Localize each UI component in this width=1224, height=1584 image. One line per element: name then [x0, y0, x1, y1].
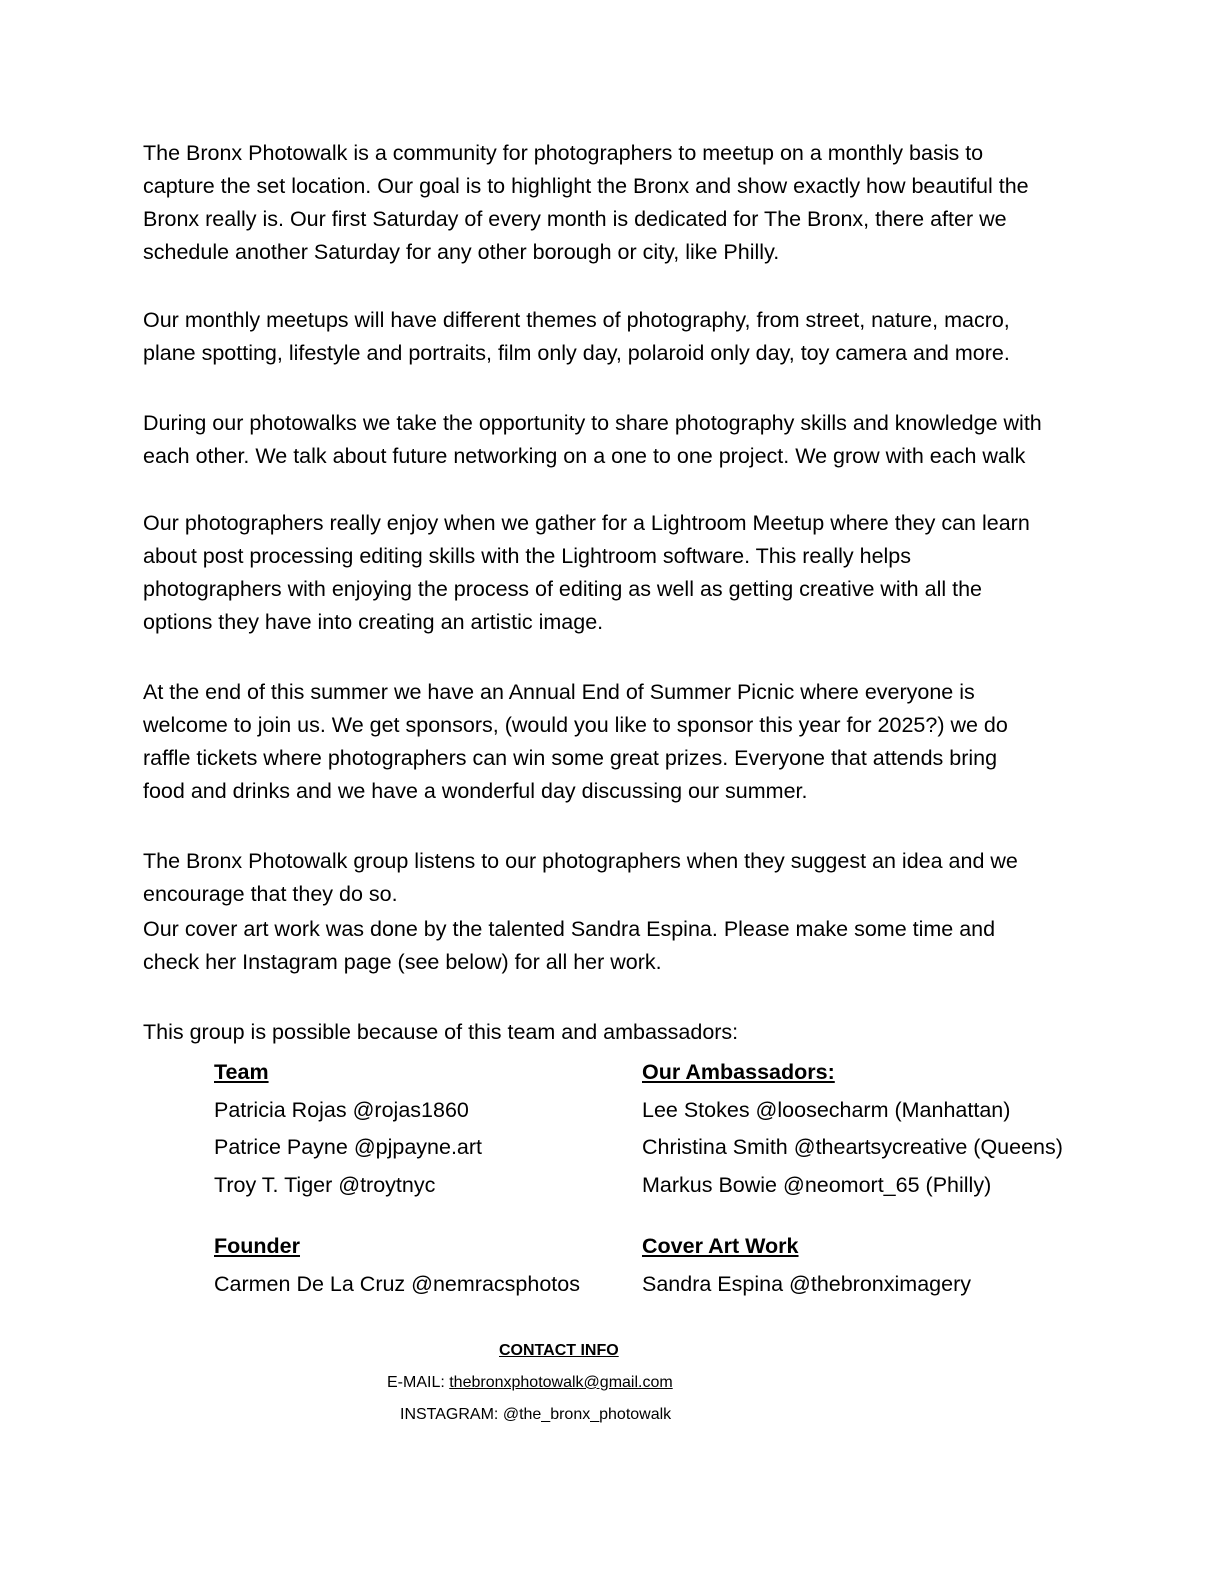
cover-art-paragraph — [143, 913, 995, 979]
team-heading: Team — [214, 1060, 269, 1084]
paragraph-line: check her Instagram page (see below) for all her work. — [143, 950, 662, 974]
team-member: Patricia Rojas @rojas1860 — [214, 1097, 469, 1122]
ambassadors-section — [642, 1060, 1063, 1197]
cover-art-heading: Cover Art Work — [642, 1234, 799, 1258]
paragraph-line: raffle tickets where photographers can win some great prizes. Everyone that attends bring — [143, 746, 998, 770]
paragraph-line: encourage that they do so. — [143, 882, 398, 906]
cover-art-member: Sandra Espina @thebronximagery — [642, 1271, 971, 1296]
paragraph-line: welcome to join us. We get sponsors, (would you like to sponsor this year for 2025?) we do — [143, 713, 1008, 737]
ambassador-member: Christina Smith @theartsycreative (Queens) — [642, 1135, 1063, 1159]
themes-paragraph — [143, 304, 1010, 370]
paragraph-line: Our monthly meetups will have different themes of photography, from street, nature, macro, — [143, 308, 1010, 332]
paragraph-line: At the end of this summer we have an Annual End of Summer Picnic where everyone is — [143, 680, 975, 704]
team-member: Patrice Payne @pjpayne.art — [214, 1135, 483, 1159]
paragraph-line: Bronx really is. Our first Saturday of every month is dedicated for The Bronx, there after we — [143, 207, 1007, 231]
paragraph-line: food and drinks and we have a wonderful day discussing our summer. — [143, 779, 808, 803]
team-member: Troy T. Tiger @troytnyc — [214, 1172, 436, 1197]
ambassador-member: Markus Bowie @neomort_65 (Philly) — [642, 1172, 992, 1197]
intro-paragraph — [143, 137, 1029, 269]
contact-instagram-line: INSTAGRAM: @the_bronx_photowalk — [400, 1406, 672, 1423]
listens-paragraph — [143, 845, 1018, 911]
paragraph-line: During our photowalks we take the opportunity to share photography skills and knowledge with — [143, 411, 1042, 435]
paragraph-line: plane spotting, lifestyle and portraits, film only day, polaroid only day, toy camera and more. — [143, 341, 1010, 365]
lightroom-paragraph — [143, 507, 1030, 639]
paragraph-line: The Bronx Photowalk is a community for photographers to meetup on a monthly basis to — [143, 141, 984, 165]
paragraph-line: capture the set location. Our goal is to highlight the Bronx and show exactly how beautiful the — [143, 174, 1029, 198]
paragraph-line: The Bronx Photowalk group listens to our photographers when they suggest an idea and we — [143, 849, 1018, 873]
paragraph-line: Our photographers really enjoy when we gather for a Lightroom Meetup where they can learn — [143, 511, 1030, 535]
ambassadors-heading: Our Ambassadors: — [642, 1060, 835, 1084]
contact-email-line — [387, 1374, 673, 1392]
founder-member: Carmen De La Cruz @nemracsphotos — [214, 1271, 580, 1296]
paragraph-line: options they have into creating an artistic image. — [143, 610, 604, 634]
paragraph-line: schedule another Saturday for any other borough or city, like Philly. — [143, 240, 780, 264]
paragraph-line: each other. We talk about future networking on a one to one project. We grow with each walk — [143, 444, 1026, 468]
paragraph-line: photographers with enjoying the process of editing as well as getting creative with all the — [143, 577, 982, 601]
photowalks-paragraph — [143, 407, 1042, 473]
founder-heading: Founder — [214, 1234, 300, 1258]
email-label: E-MAIL: — [387, 1374, 450, 1391]
cover-art-section — [642, 1234, 971, 1296]
paragraph-line: about post processing editing skills with the Lightroom software. This really helps — [143, 544, 912, 568]
paragraph-line: This group is possible because of this team and ambassadors: — [143, 1020, 739, 1044]
team-intro-paragraph — [143, 1016, 738, 1049]
ambassador-member: Lee Stokes @loosecharm (Manhattan) — [642, 1097, 1011, 1122]
paragraph-line: Our cover art work was done by the talented Sandra Espina. Please make some time and — [143, 917, 996, 941]
contact-heading: CONTACT INFO — [499, 1342, 619, 1359]
team-section — [214, 1060, 482, 1197]
founder-section — [214, 1234, 580, 1296]
email-link[interactable]: thebronxphotowalk@gmail.com — [449, 1374, 673, 1391]
picnic-paragraph — [143, 676, 1008, 808]
